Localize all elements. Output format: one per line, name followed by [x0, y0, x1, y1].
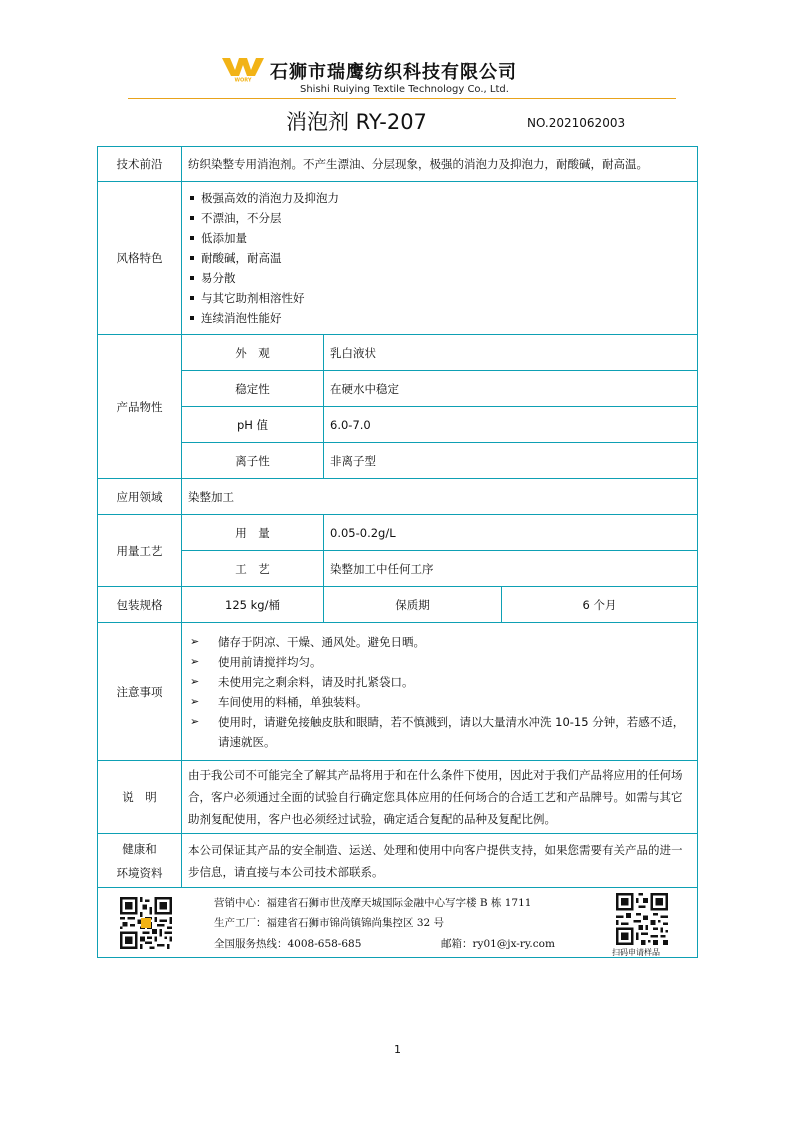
- packing-size: 125 kg/桶: [182, 587, 324, 623]
- bullet-icon: [190, 216, 194, 220]
- property-row: [98, 335, 698, 371]
- property-value: 在硬水中稳定: [324, 371, 698, 407]
- tech-row: [98, 147, 698, 182]
- bullet-icon: [190, 196, 194, 200]
- property-row: [98, 371, 698, 407]
- arrow-bullet-icon: ➢: [190, 674, 200, 688]
- statement-text: 由于我公司不可能完全了解其产品将用于和在什么条件下使用，因此对于我们产品将应用的任何场合，客户必须通过全面的试验自行确定您具体应用的任何场合的合适工艺和产品牌号。如需与其它助剂复配使用，客户也必须经过试验，确定适合复配的品种及复配比例。: [188, 768, 683, 826]
- property-name: 离子性: [182, 443, 324, 479]
- company-name-en: Shishi Ruiying Textile Technology Co., Ltd.: [300, 84, 509, 95]
- shelf-life-value: 6 个月: [502, 587, 698, 623]
- property-row: [98, 443, 698, 479]
- arrow-bullet-icon: ➢: [190, 654, 200, 668]
- packing-label: 包装规格: [98, 587, 182, 623]
- list-item: ➢ 使用时，请避免接触皮肤和眼睛，若不慎溅到，请以大量清水冲洗 10-15 分钟，若感不适，请速就医。: [190, 712, 691, 752]
- list-item: 与其它助剂相溶性好: [190, 288, 691, 308]
- list-item: 低添加量: [190, 228, 691, 248]
- features-row: [98, 182, 698, 335]
- properties-label: 产品物性: [98, 335, 182, 479]
- process-value: 染整加工中任何工序: [324, 551, 698, 587]
- list-item: 易分散: [190, 268, 691, 288]
- bullet-icon: [190, 296, 194, 300]
- page-number: 1: [394, 1043, 401, 1056]
- tech-text: 纺织染整专用消泡剂。不产生漂油、分层现象，极强的消泡力及抑泡力，耐酸碱，耐高温。: [182, 147, 698, 182]
- application-text: 染整加工: [182, 479, 698, 515]
- property-value: 6.0-7.0: [324, 407, 698, 443]
- notes-cell: [182, 623, 698, 761]
- property-name: 外 观: [182, 335, 324, 371]
- product-spec-table: [97, 146, 698, 958]
- features-list: [188, 184, 691, 332]
- statement-row: [98, 761, 698, 834]
- notes-list: [188, 626, 691, 758]
- logo-text: WORY: [234, 77, 252, 82]
- footer-cell: [98, 888, 698, 958]
- dosage-value: 0.05-0.2g/L: [324, 515, 698, 551]
- health-label: [98, 834, 182, 888]
- statement-label: 说 明: [98, 761, 182, 834]
- property-row: [98, 407, 698, 443]
- health-row: [98, 834, 698, 888]
- bullet-icon: [190, 256, 194, 260]
- company-logo: [222, 56, 264, 82]
- list-item: ➢ 车间使用的料桶，单独装料。: [190, 692, 691, 712]
- features-cell: [182, 182, 698, 335]
- list-item: ➢ 未使用完之剩余料，请及时扎紧袋口。: [190, 672, 691, 692]
- health-label-line1: 健康和: [122, 841, 157, 856]
- notes-label: 注意事项: [98, 623, 182, 761]
- application-label: 应用领域: [98, 479, 182, 515]
- qr-code-left-icon: [120, 897, 172, 949]
- list-item: ➢ 使用前请搅拌均匀。: [190, 652, 691, 672]
- health-cell: [182, 834, 698, 888]
- footer: [98, 889, 697, 957]
- application-row: [98, 479, 698, 515]
- bullet-icon: [190, 316, 194, 320]
- list-item: 耐酸碱，耐高温: [190, 248, 691, 268]
- product-title: 消泡剂 RY-207: [286, 110, 427, 134]
- arrow-bullet-icon: ➢: [190, 634, 200, 648]
- statement-cell: [182, 761, 698, 834]
- footer-row: [98, 888, 698, 958]
- property-value: 乳白液状: [324, 335, 698, 371]
- shelf-life-label: 保质期: [324, 587, 502, 623]
- qr-code-right-icon: [616, 893, 668, 945]
- document-number: NO.2021062003: [527, 116, 626, 130]
- header-divider: [128, 98, 676, 99]
- tech-label: 技术前沿: [98, 147, 182, 182]
- arrow-bullet-icon: ➢: [190, 714, 200, 728]
- notes-row: [98, 623, 698, 761]
- dosage-label: 用量工艺: [98, 515, 182, 587]
- company-name-cn: 石狮市瑞鹰纺织科技有限公司: [270, 62, 517, 83]
- health-label-line2: 环境资料: [116, 865, 163, 880]
- document-header: [0, 0, 793, 134]
- property-name: 稳定性: [182, 371, 324, 407]
- property-name: pH 值: [182, 407, 324, 443]
- process-name: 工 艺: [182, 551, 324, 587]
- list-item: 连续消泡性能好: [190, 308, 691, 328]
- marketing-address: 营销中心：福建省石狮市世茂摩天城国际金融中心写字楼 B 栋 1711: [214, 896, 532, 909]
- bullet-icon: [190, 236, 194, 240]
- features-label: 风格特色: [98, 182, 182, 335]
- list-item: ➢ 储存于阴凉、干燥、通风处。避免日晒。: [190, 632, 691, 652]
- list-item: 不漂油，不分层: [190, 208, 691, 228]
- packing-row: [98, 587, 698, 623]
- dosage-name: 用 量: [182, 515, 324, 551]
- service-hotline: 全国服务热线：4008-658-685: [214, 937, 362, 950]
- dosage-row: [98, 515, 698, 551]
- qr-caption: 扫码申请样品: [612, 947, 660, 957]
- list-item: 极强高效的消泡力及抑泡力: [190, 188, 691, 208]
- property-value: 非离子型: [324, 443, 698, 479]
- health-text: 本公司保证其产品的安全制造、运送、处理和使用中向客户提供支持，如果您需要有关产品的进一步信息，请直接与本公司技术部联系。: [188, 842, 683, 879]
- arrow-bullet-icon: ➢: [190, 694, 200, 708]
- bullet-icon: [190, 276, 194, 280]
- contact-email: 邮箱：ry01@jx-ry.com: [441, 937, 555, 950]
- factory-address: 生产工厂：福建省石狮市锦尚镇锦尚集控区 32 号: [214, 916, 445, 929]
- process-row: [98, 551, 698, 587]
